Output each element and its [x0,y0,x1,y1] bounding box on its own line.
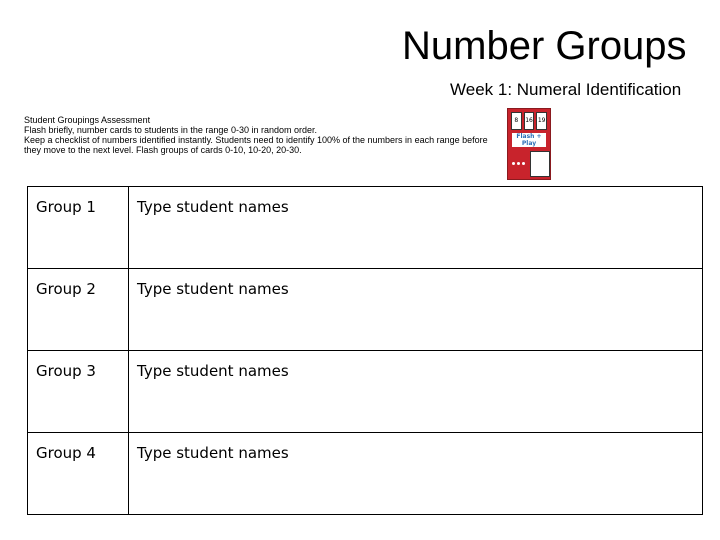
student-names-field[interactable]: Type student names [129,351,703,433]
cover-card: 8 [511,112,522,130]
cover-card-illustration [530,151,550,177]
instructions-block [24,115,494,155]
table-row [28,433,703,515]
page-subtitle: Week 1: Numeral Identification [450,80,682,99]
group-label: Group 1 [28,187,129,269]
student-names-field[interactable]: Type student names [129,433,703,515]
table-row [28,187,703,269]
student-names-field[interactable]: Type student names [129,269,703,351]
cover-dots-decoration [511,153,527,165]
student-names-field[interactable]: Type student names [129,187,703,269]
cover-title-band [512,133,546,147]
table-row [28,269,703,351]
group-label: Group 2 [28,269,129,351]
cover-title-text: Flash + Play [516,133,542,147]
table-row [28,351,703,433]
group-label: Group 3 [28,351,129,433]
product-cover-image [507,108,551,180]
group-label: Group 4 [28,433,129,515]
instructions-line-2: Keep a checklist of numbers identified instantly. Students need to identify 100% of the numbers in each range before they move to the next level. Flash groups of cards 0-10, 10-20, 20-30. [24,135,488,155]
instructions-heading: Student Groupings Assessment [24,115,151,125]
instructions-line-1: Flash briefly, number cards to students in the range 0-30 in random order. [24,125,317,135]
cover-number-cards [511,112,547,130]
page-title: Number Groups [402,24,687,68]
cover-card: 19 [536,112,547,130]
groups-table [27,186,703,515]
cover-card: 16 [524,112,535,130]
